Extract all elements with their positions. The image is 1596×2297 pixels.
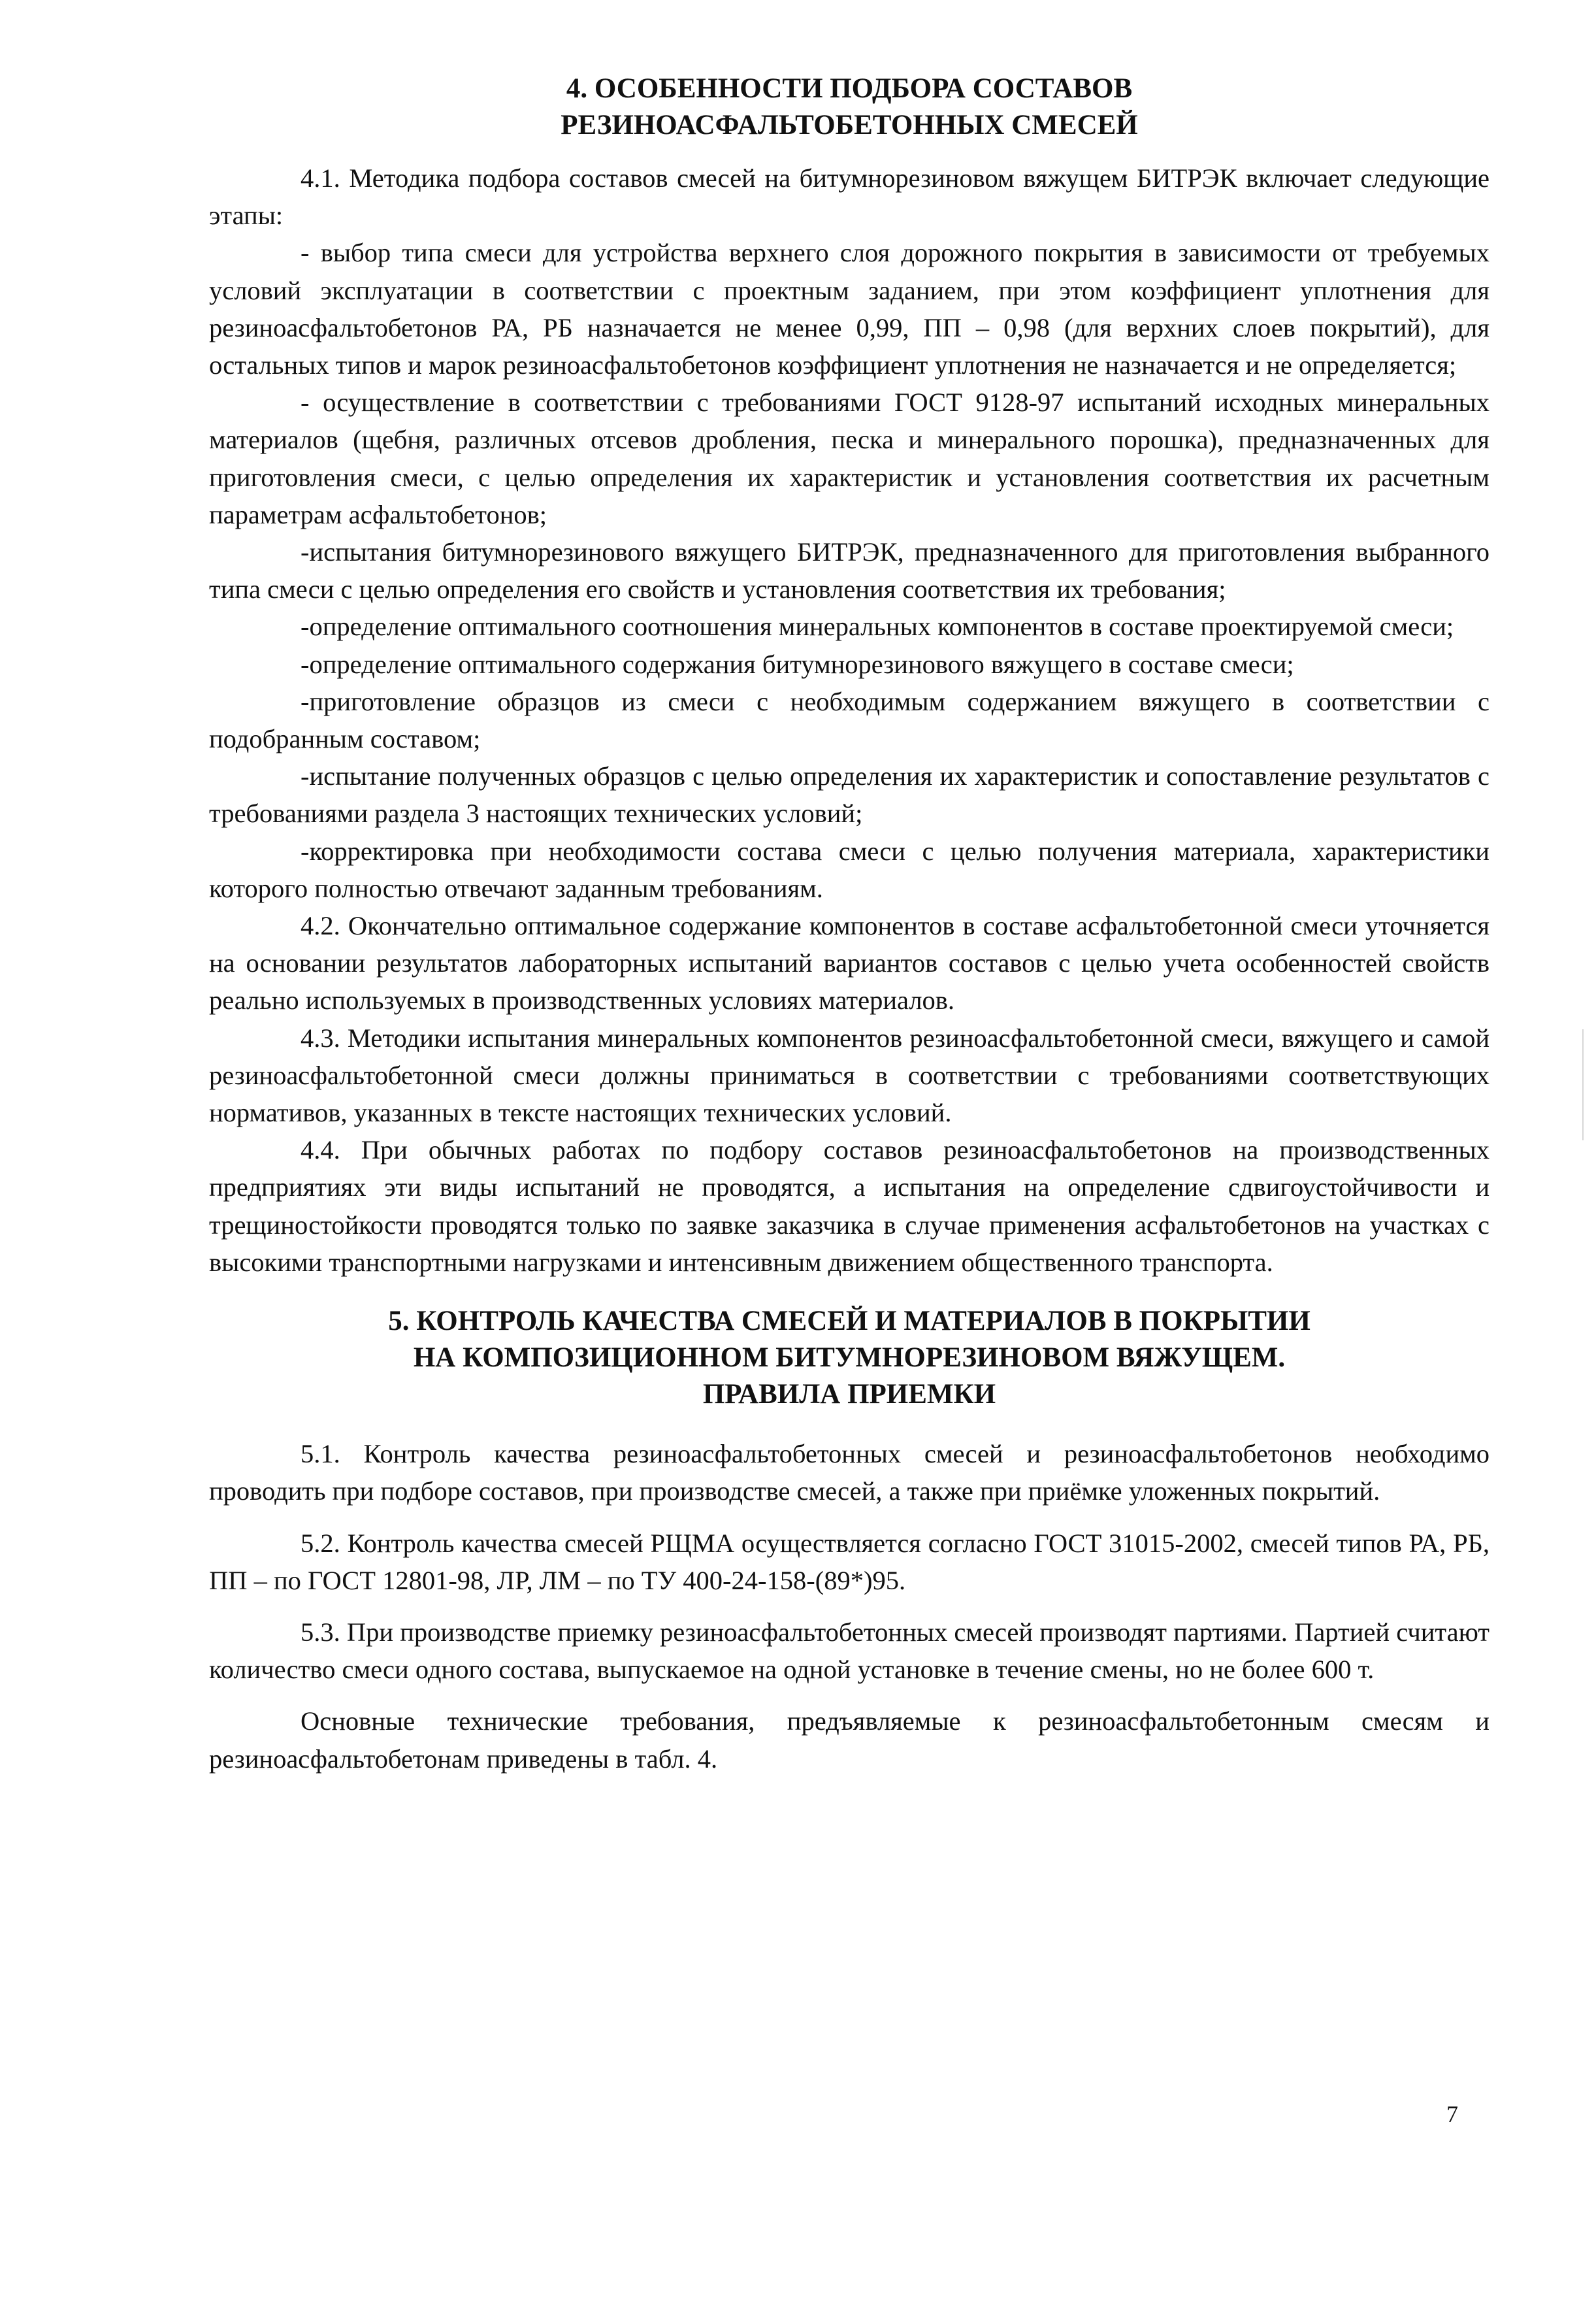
section-4-heading-line-1: 4. ОСОБЕННОСТИ ПОДБОРА СОСТАВОВ [566,73,1133,104]
list-item-select-mix-type: - выбор типа смеси для устройства верхнего слоя дорожного покрытия в зависимости от требуемых условий эксплуатации в соответствии с проектным заданием, при этом коэффициент уплотнения для резиноасфальтобетонов РА, РБ назначается не менее 0,99, ПП – 0,98 (для верхних слоев покрытий), для остальных типов и марок резиноасфальтобетонов коэффициент уплотнения не назначается и не определяется; [209,238,1490,380]
page-content [209,71,1490,1777]
paragraph-5-1: 5.1. Контроль качества резиноасфальтобетонных смесей и резиноасфальтобетонов необходимо проводить при подборе составов, при производстве смесей, а также при приёмке уложенных покрытий. [209,1439,1490,1506]
paragraph-requirements-reference: Основные технические требования, предъявляемые к резиноасфальтобетонным смесям и резиноасфальтобетонам приведены в табл. 4. [209,1706,1490,1774]
paragraph-4-1: 4.1. Методика подбора составов смесей на битумнорезиновом вяжущем БИТРЭК включает следующие этапы: [209,163,1490,231]
paragraph-4-2: 4.2. Окончательно оптимальное содержание компонентов в составе асфальтобетонной смеси уточняется на основании результатов лабораторных испытаний вариантов составов с целью учета особенностей свойств реально используемых в производственных условиях материалов. [209,911,1490,1016]
page-number: 7 [1446,2101,1458,2127]
section-5-heading-line-2: НА КОМПОЗИЦИОННОМ БИТУМНОРЕЗИНОВОМ ВЯЖУЩЕМ. [413,1342,1286,1374]
section-5-heading-line-1: 5. КОНТРОЛЬ КАЧЕСТВА СМЕСЕЙ И МАТЕРИАЛОВ В ПОКРЫТИИ [388,1306,1311,1337]
paragraph-5-2: 5.2. Контроль качества смесей РЩМА осуществляется согласно ГОСТ 31015-2002, смесей типов РА, РБ, ПП – по ГОСТ 12801-98, ЛР, ЛМ – по ТУ 400-24-158-(89*)95. [209,1528,1490,1595]
paragraph-4-4: 4.4. При обычных работах по подбору составов резиноасфальтобетонов на производственных предприятиях эти виды испытаний не проводятся, а испытания на определение сдвигоустойчивости и трещиностойкости проводятся только по заявке заказчика в случае применения асфальтобетонов на участках с высокими транспортными нагрузками и интенсивным движением общественного транспорта. [209,1135,1490,1277]
list-item-mineral-ratio: -определение оптимального соотношения минеральных компонентов в составе проектируемой смеси; [301,612,1454,642]
section-5-heading [209,1303,1490,1413]
paragraph-5-3: 5.3. При производстве приемку резиноасфальтобетонных смесей производят партиями. Партией считают количество смеси одного состава, выпускаемое на одной установке в течение смены, но не более 600 т. [209,1617,1490,1685]
list-item-test-binder: -испытания битумнорезинового вяжущего БИТРЭК, предназначенного для приготовления выбранного типа смеси с целью определения его свойств и установления соответствия их требования; [209,537,1490,604]
list-item-correction: -корректировка при необходимости состава смеси с целью получения материала, характеристики которого полностью отвечают заданным требованиям. [209,836,1490,903]
section-4-heading-line-2: РЕЗИНОАСФАЛЬТОБЕТОННЫХ СМЕСЕЙ [561,110,1138,140]
list-item-test-samples: -испытание полученных образцов с целью определения их характеристик и сопоставление результатов с требованиями раздела 3 настоящих технических условий; [209,761,1490,829]
section-4-heading [209,71,1490,144]
list-item-test-mineral-materials: - осуществление в соответствии с требованиями ГОСТ 9128-97 испытаний исходных минеральных материалов (щебня, различных отсевов дробления, песка и минерального порошка), предназначенных для приготовления смеси, с целью определения их характеристик и установления соответствия их расчетным параметрам асфальтобетонов; [209,388,1490,529]
list-item-prepare-samples: -приготовление образцов из смеси с необходимым содержанием вяжущего в соответствии с подобранным составом; [209,686,1490,754]
paragraph-4-3: 4.3. Методики испытания минеральных компонентов резиноасфальтобетонной смеси, вяжущего и самой резиноасфальтобетонной смеси должны приниматься в соответствии с требованиями соответствующих нормативов, указанных в тексте настоящих технических условий. [209,1023,1490,1128]
list-item-binder-content: -определение оптимального содержания битумнорезинового вяжущего в составе смеси; [301,649,1294,679]
scan-margin-mark [1582,1029,1584,1140]
section-5-heading-line-3: ПРАВИЛА ПРИЕМКИ [702,1379,996,1410]
